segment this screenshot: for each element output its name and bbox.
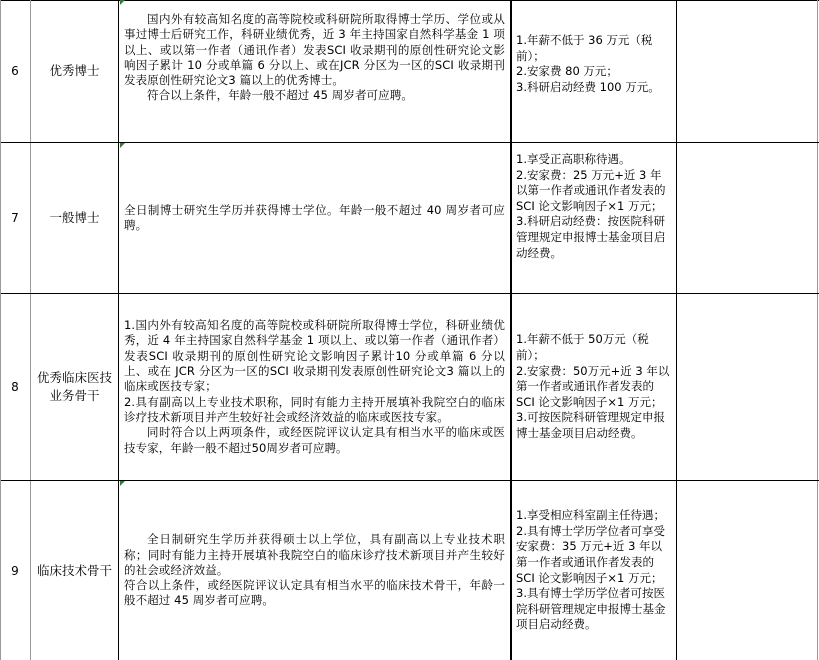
position-cell <box>31 294 119 480</box>
row-number-cell <box>0 0 31 142</box>
requirement-text: 1.国内外有较高知名度的高等院校或科研院所取得博士学位，科研业绩优秀，近 4 年主持国家自然科学基金 1 项以上、或以第一作者（通讯作者）发表SCI 收录期刊的原创性研究论文影响因子累计10 分或单篇 6 分以上、或在 JCR 分区为一区的SCI 收录期刊发表原创性研究论文3 篇以上的临床或医技专家； <box>124 318 505 394</box>
empty-cell <box>677 481 818 660</box>
benefit-item: 3.具有博士学历学位者可按医院科研管理规定申报博士基金项目启动经费。 <box>516 586 666 632</box>
cell-comment-marker <box>120 0 125 5</box>
position-name: 一般博士 <box>49 210 100 225</box>
row-number: 7 <box>11 211 19 225</box>
empty-cell <box>677 143 818 293</box>
benefit-item: 3.科研启动经费：按医院科研管理规定申报博士基金项目启动经费。 <box>516 214 666 260</box>
requirement-text: 符合以上条件，或经医院评议认定具有相当水平的临床技术骨干，年龄一般不超过 45 周岁者可应聘。 <box>124 578 505 608</box>
requirement-text: 全日制研究生学历并获得硕士以上学位，具有副高以上专业技术职称；同时有能力主持开展填补我院空白的临床诊疗技术新项目并产生较好的社会或经济效益。 <box>124 532 505 577</box>
requirement-text: 国内外有较高知名度的高等院校或科研院所取得博士学历、学位或从事过博士后研究工作，科研业绩优秀，近 3 年主持国家自然科学基金 1 项以上、或以第一作者（通讯作者）发表SCI 收录期刊的原创性研究论文影响因子累计 10 分或单篇 6 分以上、或在JCR 分区为一区的SCI 收录期刊发表原创性研究论文3 篇以上的优秀博士。 <box>124 12 505 88</box>
benefit-item: 2.安家费：25 万元+近 3 年以第一作者或通讯作者发表的 SCI 论文影响因子×1 万元； <box>516 167 666 213</box>
benefits-cell <box>512 481 677 660</box>
row-number: 6 <box>11 64 19 78</box>
benefit-item: 3.可按医院科研管理规定申报博士基金项目启动经费。 <box>516 410 665 440</box>
cell-comment-marker <box>120 481 125 486</box>
row-number-cell <box>0 294 31 480</box>
benefit-item: 2.安家费：50万元+近 3 年以第一作者或通讯作者发表的 SCI 论文影响因子×1 万元； <box>516 363 670 409</box>
requirement-text: 2.具有副高以上专业技术职称，同时有能力主持开展填补我院空白的临床诊疗技术新项目并产生较好社会或经济效益的临床或医技专家。 <box>124 394 505 424</box>
empty-cell <box>677 0 818 142</box>
empty-cell <box>677 294 818 480</box>
benefit-item: 1.年薪不低于 50万元（税前）； <box>516 332 649 363</box>
position-cell <box>31 143 119 293</box>
position-name: 优秀博士 <box>49 63 100 78</box>
table-row <box>0 0 819 143</box>
benefit-item: 2.具有博士学历学位者可享受安家费：35 万元+近 3 年以第一作者或通讯作者发表的 SCI 论文影响因子×1 万元； <box>516 523 665 585</box>
position-cell <box>31 0 119 142</box>
benefits-cell <box>512 143 677 293</box>
requirements-cell <box>119 143 512 293</box>
benefit-item: 2.安家费 80 万元； <box>516 64 618 79</box>
benefit-item: 1.年薪不低于 36 万元（税前）； <box>516 33 653 63</box>
requirement-text: 同时符合以上两项条件，或经医院评议认定具有相当水平的临床或医技专家，年龄一般不超过50周岁者可应聘。 <box>124 425 505 455</box>
table-row <box>0 143 819 294</box>
requirements-cell <box>119 0 512 142</box>
benefits-cell <box>512 294 677 480</box>
position-cell <box>31 481 119 660</box>
row-number-cell <box>0 481 31 660</box>
position-name: 临床技术骨干 <box>36 562 112 578</box>
cell-comment-marker <box>120 143 125 148</box>
benefits-cell <box>512 0 677 142</box>
row-number: 8 <box>11 380 19 394</box>
requirement-text: 符合以上条件，年龄一般不超过 45 周岁者可应聘。 <box>147 88 413 103</box>
requirements-cell <box>119 294 512 480</box>
table-row <box>0 481 819 660</box>
position-name: 优秀临床医技业务骨干 <box>36 370 112 403</box>
requirements-cell <box>119 481 512 660</box>
row-number-cell <box>0 143 31 293</box>
benefit-item: 1.享受相应科室副主任待遇； <box>516 508 665 523</box>
table-left-border <box>0 0 1 660</box>
requirement-text: 全日制博士研究生学历并获得博士学位。年龄一般不超过 40 周岁者可应聘。 <box>124 202 505 232</box>
row-number: 9 <box>11 563 19 578</box>
benefit-item: 1.享受正高职称待遇。 <box>516 152 631 166</box>
table-row <box>0 294 819 481</box>
benefit-item: 3.科研启动经费 100 万元。 <box>516 79 660 94</box>
